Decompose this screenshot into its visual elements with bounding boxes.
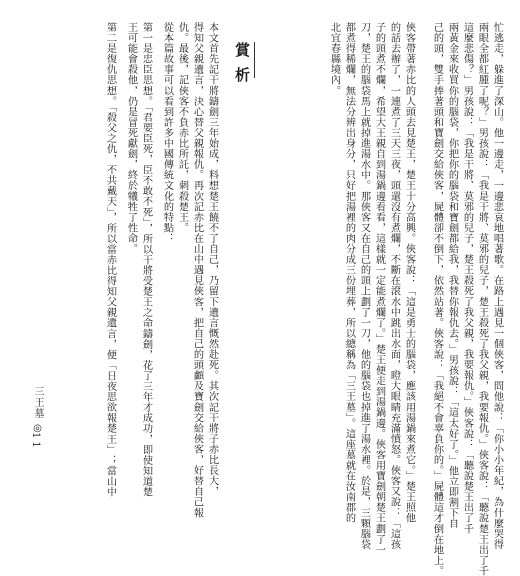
section-heading: 賞析 bbox=[233, 42, 251, 92]
story-line: 兩眼全都紅腫了呢？」男孩說：「我是干將、莫邪的兒子，楚王殺死了我父親，我要報仇。」俠客說：「聽說楚王出了千 bbox=[476, 22, 488, 576]
story-line: 己的頭，雙手捧著頭和寶劍交給俠客，屍體卻不倒下，依然站著。俠客說：「我絕不會辜負你的。」屍體這才倒在地上。 bbox=[431, 22, 443, 576]
analysis-line: 從本篇故事可以看到許多中國傳統文化的特點： bbox=[161, 22, 173, 244]
story-line: 都煮得稀爛，無法分辨出身分，只好把湯裡的肉分成三份埋葬，所以總稱為「三王墓」。這座墓就在汝南郡的 bbox=[343, 22, 355, 524]
analysis-line: 本文首先記干將鑄劍三年始成，料想楚王饒不了自己，乃留下遺言慨然赴死。其次記干將子赤比長大， bbox=[206, 22, 218, 497]
analysis-line: 得知父親遺言，決心替父親報仇。再次記赤比在山中遇見俠客，把自己的頭顱及寶劍交給俠客，好替自己報 bbox=[191, 22, 203, 518]
story-line: 的話去辦了，一連煮了三天三夜，頭還沒有煮爛，不斷在滾水中跳出水面，瞪大眼睛充滿憤怒。俠客又說：「這孩 bbox=[388, 22, 400, 550]
analysis-line: 王可能會殺他，仍是冒死獻劍，終於犧牲了性命。 bbox=[125, 22, 137, 255]
story-line: 忙逃走，躲進了深山。他一邊走，一邊悲哀地唱著歌。在路上遇見一個俠客，問他說：「你小小年紀，為什麼哭得 bbox=[491, 22, 503, 550]
story-line: 刀，楚王的腦袋馬上就掉進湯水中。那俠客又在自己的頭上劃了一刀，他的腦袋也掉進了湯水裡。於是，三顆腦袋 bbox=[358, 22, 370, 550]
story-line: 北宜春縣境內。 bbox=[328, 22, 340, 96]
heading-rule bbox=[254, 42, 255, 78]
analysis-line: 第一是忠臣思想。「君要臣死，臣不敢不死」，所以干將受楚王之命鑄劍，花了三年才成功，即使知道楚 bbox=[140, 22, 152, 498]
running-footer: 三王墓 ◎ bbox=[32, 386, 43, 436]
analysis-line: 第二是復仇思想。「殺父之仇，不共戴天」，所以當赤比得知父親遺言，便「日夜思欲報楚王」；當山中 bbox=[104, 22, 116, 498]
story-line: 俠客帶著赤比的人頭去見楚王，楚王十分高興。俠客說：「這是勇士的腦袋，應該用湯鍋來煮它。」楚王照他 bbox=[403, 22, 415, 524]
page-number: 11 bbox=[30, 432, 41, 451]
story-line: 兩黃金來收買你的腦袋，你把你的腦袋和寶劍都給我，我替你報仇去。」男孩說：「這太好了。」他立即割下自 bbox=[446, 22, 458, 529]
story-line: 子的頭煮不爛，希望大王親自到湯鍋邊看看，這樣就一定能煮爛了。」楚王便走到湯鍋邊。俠客用寶劍朝楚王劃了一 bbox=[373, 22, 385, 555]
story-line: 這麼悲傷？」男孩說：「我是干將、莫邪的兒子，楚王殺死了我父親，我要報仇。」俠客說：「聽說楚王出了千 bbox=[461, 22, 473, 534]
analysis-line: 仇。最後，記俠客不負赤比所託，刺殺楚王。 bbox=[176, 22, 188, 233]
